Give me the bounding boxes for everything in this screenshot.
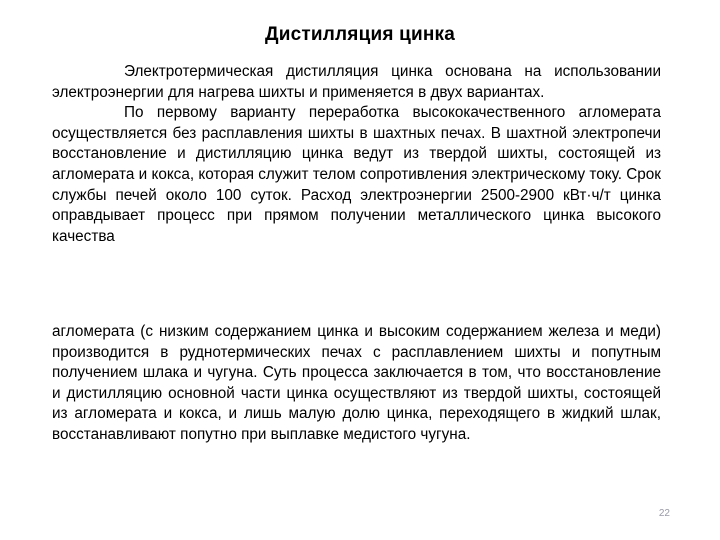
paragraph-first-variant: По первому варианту переработка высококачественного агломерата осуществляется без расплавления шихты в шахтных печах. В шахтной электропечи восстановление и дистилляцию цинка ведут из твердой шихты, состоящей из агломерата и кокса, которая служит телом сопротивления электрическому току. Срок службы печей около 100 суток. Расход электроэнергии 2500-2900 кВт·ч/т цинка оправдывает процесс при прямом получении металлического цинка высокого качества [52,104,661,245]
paragraph-second-variant: агломерата (с низким содержанием цинка и высоким содержанием железа и меди) производится в руднотермических печах с расплавлением шихты и попутным получением шлака и чугуна. Суть процесса заключается в том, что восстановление и дистилляцию основной части цинка осуществляют из твердой шихты, состоящей из агломерата и кокса, и лишь малую долю цинка, переходящего в жидкий шлак, восстанавливают попутно при выплавке медистого чугуна. [52,323,661,443]
paragraph-intro-rest: цинка основана на использовании электроэнергии для нагрева шихты и применяется в двух вариантах. [52,63,662,101]
text-block-lower [52,322,661,446]
paragraph-intro-lead: Электротермическая дистилляция [124,63,379,80]
slide-title: Дистилляция цинка [264,24,456,45]
page-number: 22 [658,508,670,519]
text-block-upper [52,62,661,247]
paragraph-intro [52,62,661,103]
